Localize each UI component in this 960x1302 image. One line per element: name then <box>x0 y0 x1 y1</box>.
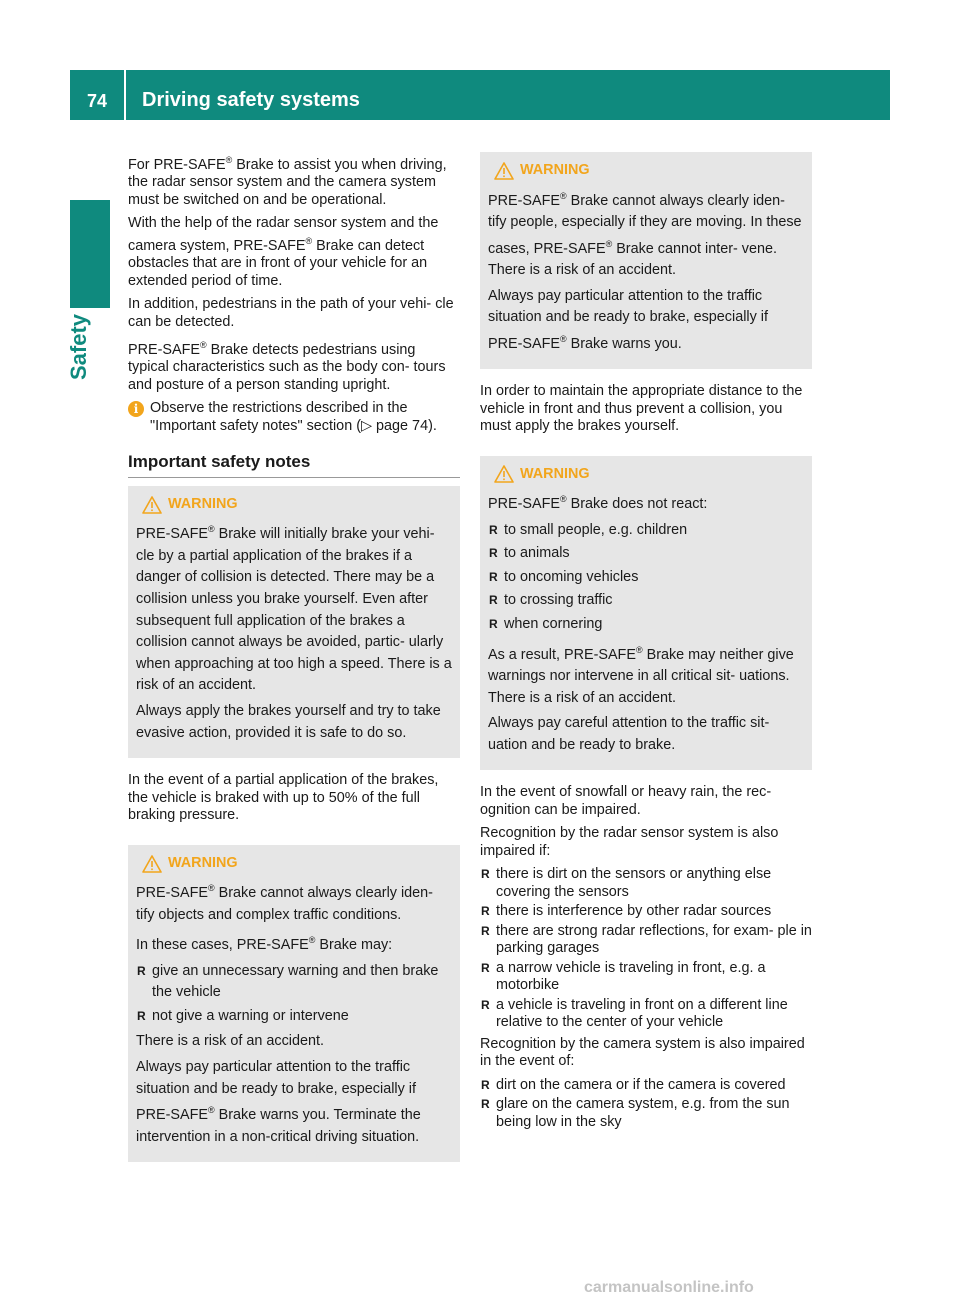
list-item <box>136 961 452 1004</box>
warning-triangle-icon <box>142 496 162 514</box>
bullet-icon: R <box>481 904 490 919</box>
list-item <box>480 903 812 921</box>
list-item <box>480 923 812 958</box>
list-item <box>480 960 812 995</box>
warning-triangle-icon <box>142 855 162 873</box>
left-column <box>128 152 460 1176</box>
list-item-text: a narrow vehicle is traveling in front, e.g. a motorbike <box>496 959 766 994</box>
warning-header <box>488 160 804 182</box>
list-item <box>480 1096 812 1131</box>
bullet-icon: R <box>489 617 498 631</box>
list-item-text: there is dirt on the sensors or anything else covering the sensors <box>496 866 772 900</box>
list-item-text: glare on the camera system, e.g. from the sun being low in the sky <box>496 1096 790 1130</box>
bullet-icon: R <box>489 569 498 584</box>
warning-text: Always pay particular attention to the traffic situation and be ready to brake, especially if PRE-SAFE® Brake warns you. <box>488 287 768 352</box>
list-item-text: to crossing traffic <box>504 592 613 609</box>
list-item-text: to animals <box>504 545 570 562</box>
bullet-list <box>480 1077 812 1132</box>
list-item <box>136 1006 452 1028</box>
warning-text: PRE-SAFE® Brake does not react: <box>488 494 708 513</box>
warning-header <box>136 853 452 875</box>
warning-title: WARNING <box>168 854 238 871</box>
list-item-text: not give a warning or intervene <box>152 1007 349 1024</box>
warning-header <box>488 464 804 486</box>
bullet-icon: R <box>481 997 490 1012</box>
page-title: Driving safety systems <box>142 89 360 111</box>
list-item <box>488 567 804 589</box>
list-item <box>480 866 812 901</box>
warning-text: Always pay particular attention to the traffic situation and be ready to brake, especially if PRE-SAFE® Brake warns you. Terminate the intervention in a non-critical driving situation. <box>136 1059 421 1145</box>
list-item-text: there are strong radar reflections, for exam- ple in parking garages <box>496 922 812 957</box>
right-column <box>480 152 812 1135</box>
bullet-icon: R <box>481 867 490 882</box>
warning-triangle-icon <box>494 162 514 180</box>
paragraph: For PRE-SAFE® Brake to assist you when driving, the radar sensor system and the camera system must be switched on and be operational. <box>128 155 447 208</box>
bullet-list <box>488 520 804 636</box>
paragraph: In order to maintain the appropriate distance to the vehicle in front and thus prevent a collision, you must apply the brakes yourself. <box>480 383 803 435</box>
bullet-list <box>480 866 812 1032</box>
paragraph: With the help of the radar sensor system and the camera system, PRE-SAFE® Brake can detect obstacles that are in front of your vehicle for an extended period of time. <box>128 215 439 289</box>
list-item <box>488 520 804 542</box>
paragraph: Recognition by the camera system is also impaired in the event of: <box>480 1035 805 1070</box>
bullet-icon: R <box>481 1097 490 1112</box>
section-heading: Important safety notes <box>128 453 460 478</box>
paragraph: In the event of a partial application of the brakes, the vehicle is braked with up to 50% of the full braking pressure. <box>128 772 439 824</box>
warning-title: WARNING <box>168 495 238 512</box>
warning-text: PRE-SAFE® Brake will initially brake your vehi- cle by a partial application of the brakes if a danger of collision is detected. There may be a collision unless you brake yourself. Even after subsequent full application of the brakes a collision cannot always be avoided, partic- ularly when approaching at too high a speed. There is a risk of an accident. <box>136 524 452 694</box>
paragraph: PRE-SAFE® Brake detects pedestrians using typical characteristics such as the body con- tours and posture of a person standing upright. <box>128 340 446 393</box>
list-item <box>488 543 804 565</box>
list-item <box>480 997 812 1032</box>
warning-text: Always pay careful attention to the traffic sit- uation and be ready to brake. <box>488 715 770 753</box>
list-item-text: give an unnecessary warning and then brake the vehicle <box>152 962 439 1001</box>
warning-text: PRE-SAFE® Brake cannot always clearly iden- tify objects and complex traffic conditions. <box>136 883 433 923</box>
list-item-text: dirt on the camera or if the camera is covered <box>496 1076 786 1093</box>
bullet-icon: R <box>489 593 498 608</box>
info-icon: i <box>128 401 144 417</box>
list-item <box>488 614 804 636</box>
paragraph: In addition, pedestrians in the path of your vehi- cle can be detected. <box>128 296 454 330</box>
paragraph: In the event of snowfall or heavy rain, the rec- ognition can be impaired. <box>480 784 772 818</box>
list-item-text: when cornering <box>504 616 603 632</box>
watermark: carmanualsonline.info <box>584 1279 754 1296</box>
warning-title: WARNING <box>520 465 590 482</box>
section-tab <box>70 200 110 308</box>
list-item-text: a vehicle is traveling in front on a different line relative to the center of your vehicle <box>496 996 788 1031</box>
bullet-icon: R <box>481 1077 490 1092</box>
list-item <box>480 1077 812 1095</box>
bullet-icon: R <box>489 546 498 561</box>
warning-text: As a result, PRE-SAFE® Brake may neither give warnings nor intervene in all critical sit- uations. There is a risk of an accident. <box>488 644 794 706</box>
info-text[interactable]: Observe the restrictions described in the "Important safety notes" section (▷ page 74). <box>150 400 437 434</box>
info-note <box>128 400 460 435</box>
warning-box <box>480 456 812 771</box>
page-number: 74 <box>70 70 126 120</box>
warning-text: There is a risk of an accident. <box>136 1033 324 1050</box>
warning-triangle-icon <box>494 465 514 483</box>
section-label: Safety <box>66 313 91 380</box>
warning-box <box>128 486 460 758</box>
warning-title: WARNING <box>520 162 590 178</box>
bullet-list <box>136 961 452 1028</box>
list-item <box>488 590 804 612</box>
bullet-icon: R <box>481 960 490 975</box>
list-item-text: to oncoming vehicles <box>504 568 639 585</box>
list-item-text: to small people, e.g. children <box>504 521 688 538</box>
warning-box <box>128 845 460 1163</box>
warning-text: Always apply the brakes yourself and try to take evasive action, provided it is safe to do so. <box>136 703 441 741</box>
bullet-icon: R <box>137 963 146 978</box>
bullet-icon: R <box>137 1008 146 1023</box>
warning-text: In these cases, PRE-SAFE® Brake may: <box>136 935 393 954</box>
paragraph: Recognition by the radar sensor system is also impaired if: <box>480 825 779 859</box>
warning-header <box>136 494 452 516</box>
warning-text: PRE-SAFE® Brake cannot always clearly iden- tify people, especially if they are moving. In these cases, PRE-SAFE® Brake cannot inter- vene. There is a risk of an accident. <box>488 190 802 278</box>
bullet-icon: R <box>481 923 490 938</box>
bullet-icon: R <box>489 522 498 537</box>
warning-box <box>480 152 812 369</box>
list-item-text: there is interference by other radar sources <box>496 903 772 920</box>
